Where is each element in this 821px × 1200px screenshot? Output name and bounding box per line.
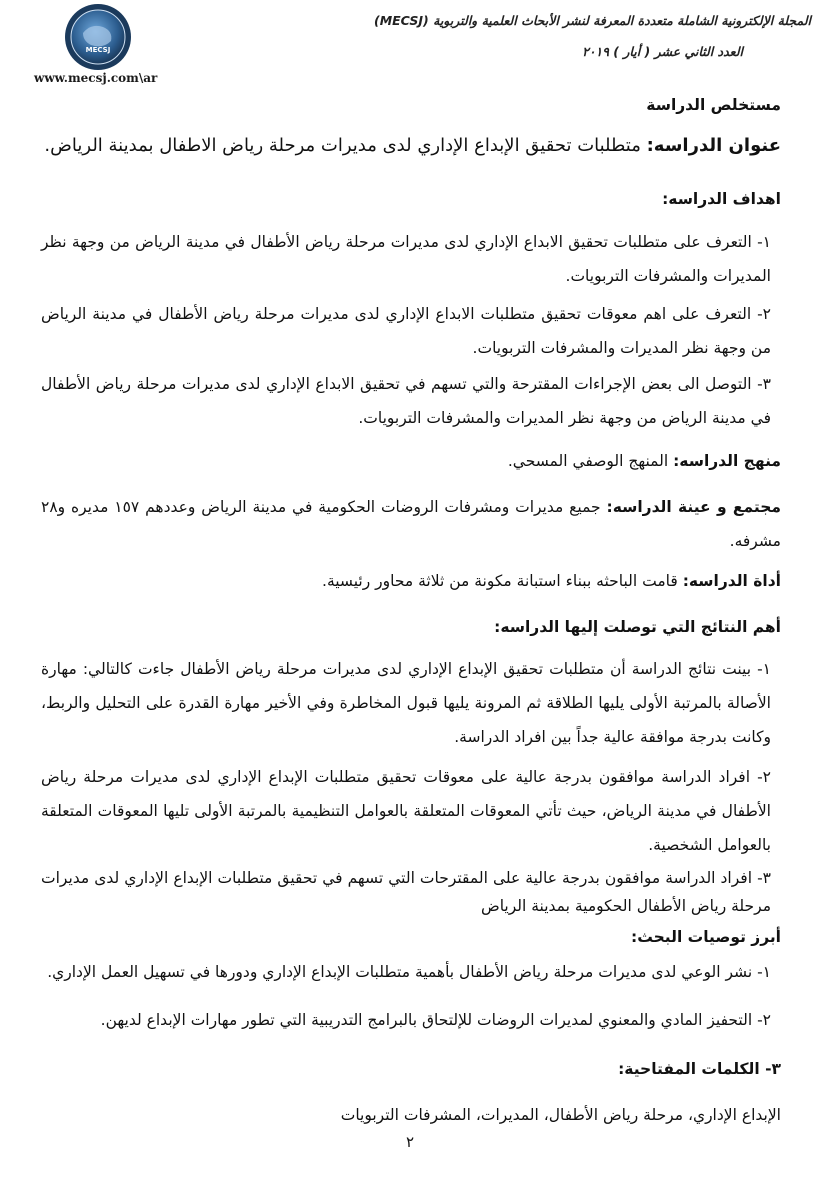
result-item: ٣- افراد الدراسة موافقون بدرجة عالية على المقترحات التي تسهم في تحقيق متطلبات الإبداع الإداري لدى مديرات مرحلة رياض الأطفال الحكومية بمدينة الرياض: [41, 869, 771, 915]
recommendation-item: ٢- التحفيز المادي والمعنوي لمديرات الروضات للإلتحاق بالبرامج التدريبية التي تطور مهارات الإبداع لديهن.: [100, 1011, 771, 1029]
abstract-heading: مستخلص الدراسة: [646, 96, 781, 114]
issue-info: العدد الثاني عشر ( أيار ) ٢٠١٩: [582, 44, 743, 59]
page-number: ٢: [405, 1133, 415, 1151]
objective-item: ٣- التوصل الى بعض الإجراءات المقترحة والتي تسهم في تحقيق الابداع الإداري لدى مديرات مرحلة رياض الأطفال في مدينة الرياض من وجهة نظر المديرات والمشرفات التربويات.: [41, 375, 771, 427]
tool-line: أداة الدراسه: قامت الباحثه ببناء استبانة مكونة من ثلاثة محاور رئيسية.: [322, 572, 781, 590]
result-item: ٢- افراد الدراسة موافقون بدرجة عالية على معوقات تحقيق متطلبات الإبداع الإداري لدى مديرات مرحلة رياض الأطفال في مدينة الرياض، حيث تأتي المعوقات المتعلقة بالعوامل التنظيمية بالمرتبة الأولى تليها المعوقات المتعلقة بالعوامل الشخصية.: [41, 768, 771, 854]
results-heading: أهم النتائج التي توصلت إليها الدراسه:: [494, 618, 781, 636]
keywords-heading: ٣- الكلمات المفتاحية:: [618, 1060, 781, 1078]
study-title: [41, 130, 781, 161]
keywords-text: الإبداع الإداري، مرحلة رياض الأطفال، المديرات، المشرفات التربويات: [340, 1106, 781, 1124]
journal-url: www.mecsj.com\ar: [34, 71, 158, 85]
recommendations-heading: أبرز توصيات البحث:: [631, 928, 781, 946]
recommendation-item: ١- نشر الوعي لدى مديرات مرحلة رياض الأطفال بأهمية متطلبات الإبداع الإداري ودورها في تسهيل العمل الإداري.: [47, 963, 771, 981]
objective-item: ١- التعرف على متطلبات تحقيق الابداع الإداري لدى مديرات مرحلة رياض الأطفال في مدينة الرياض من وجهة نظر المديرات والمشرفات التربويات.: [41, 233, 771, 285]
result-item: ١- بينت نتائج الدراسة أن متطلبات تحقيق الإبداع الإداري لدى مديرات مرحلة رياض الأطفال جاءت كالتالي: مهارة الأصالة بالمرتبة الأولى يليها الطلاقة ثم المرونة يليها قبول المخاطرة وفي الأخير مهارة القدرة على التحليل والربط، وكانت بدرجة موافقة عالية جداً بين افراد الدراسة.: [41, 660, 771, 746]
sample-line: مجتمع و عينة الدراسه: جميع مديرات ومشرفات الروضات الحكومية في مدينة الرياض وعددهم ١٥٧ مديره و٢٨ مشرفه.: [41, 498, 781, 550]
title-text: متطلبات تحقيق الإبداع الإداري لدى مديرات مرحلة رياض الاطفال بمدينة الرياض.: [44, 135, 641, 156]
objective-item: ٢- التعرف على اهم معوقات تحقيق متطلبات الابداع الإداري لدى مديرات مرحلة رياض الأطفال في مدينة الرياض من وجهة نظر المديرات والمشرفات التربويات.: [41, 305, 771, 357]
objectives-heading: اهداف الدراسه:: [662, 190, 781, 208]
title-label: عنوان الدراسه:: [646, 135, 781, 156]
journal-name: المجلة الإلكترونية الشاملة متعددة المعرفة لنشر الأبحاث العلمية والتربوية (MECSJ): [373, 13, 811, 28]
journal-logo: [55, 3, 141, 71]
logo-text: MECSJ: [85, 46, 111, 54]
method-line: منهج الدراسه: المنهج الوصفي المسحي.: [507, 452, 781, 470]
